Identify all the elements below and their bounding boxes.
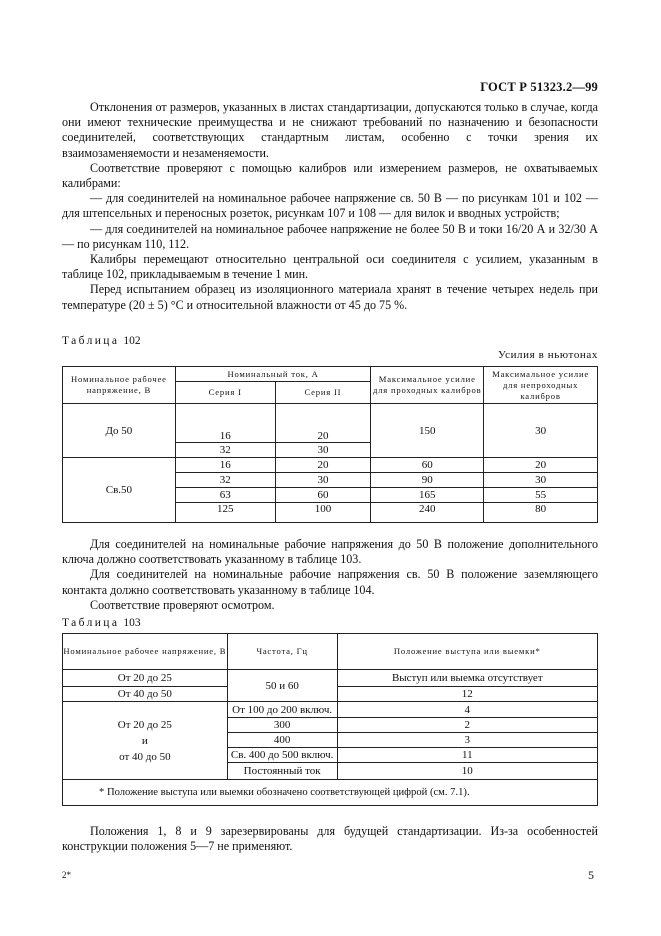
cell: 150 [371, 404, 484, 458]
cell: 100 [275, 503, 371, 523]
cell-position: 10 [337, 763, 597, 780]
cell: 63 [175, 488, 275, 503]
header-current: Номинальный ток, А [175, 367, 371, 382]
paragraph: — для соединителей на номинальное рабочее напряжение св. 50 В — по рисункам 101 и 102 — для штепсельных и переносных розеток, рисункам 107 и 108 — для вилок и вводных устройств; [62, 191, 598, 221]
cell-voltage: От 20 до 25 [63, 670, 228, 687]
header-frequency: Частота, Гц [227, 634, 337, 670]
cell: 20 [484, 458, 598, 473]
header-series-2: Серия II [275, 382, 371, 404]
header-series-1: Серия I [175, 382, 275, 404]
cell: 20 [275, 404, 371, 443]
cell-voltage: Св.50 [63, 458, 176, 523]
cell: 30 [484, 404, 598, 458]
table-number: 102 [123, 335, 141, 347]
closing-text [62, 824, 598, 854]
table-103 [62, 633, 598, 806]
paragraph: Для соединителей на номинальные рабочие напряжения св. 50 В положение заземляющего контакта должно соответствовать указанному в таблице 104. [62, 567, 598, 597]
table-102-units: Усилия в ньютонах [498, 349, 598, 361]
header-voltage: Номинальное рабочее напряжение, В [63, 634, 228, 670]
cell: 32 [175, 443, 275, 458]
cell-position: 2 [337, 718, 597, 733]
header-force-pass: Максимальное усилие для проходных калибров [371, 367, 484, 404]
header-position: Положение выступа или выемки* [337, 634, 597, 670]
table-102 [62, 366, 598, 523]
header-force-nopass: Максимальное усилие для непроходных калибров [484, 367, 598, 404]
paragraph: Перед испытанием образец из изоляционного материала хранят в течение четырех недель при температуре (20 ± 5) °С и относительной влажности от 45 до 75 %. [62, 282, 598, 312]
cell-frequency: От 100 до 200 включ. [227, 702, 337, 718]
table-102-caption [62, 335, 141, 347]
cell-frequency: Постоянный ток [227, 763, 337, 780]
cell: 32 [175, 473, 275, 488]
table-103-caption [62, 617, 141, 629]
cell-position: 4 [337, 702, 597, 718]
paragraph: Соответствие проверяют с помощью калибров или измерением размеров, не охватываемых калибрами: [62, 160, 598, 191]
cell: 240 [371, 503, 484, 523]
cell-frequency: 50 и 60 [227, 670, 337, 702]
paragraph: Отклонения от размеров, указанных в листах стандартизации, допускаются только в случае, когда они имеют технические преимущества и не снижают требований по назначению и безопасности соединителей, соответствующих стандартным листам, особенно с точки зрения их взаимозаменяемости и незаменяемости. [62, 100, 598, 160]
cell-position: 11 [337, 748, 597, 763]
cell: 30 [275, 473, 371, 488]
voltage-line: от 40 до 50 [119, 750, 171, 763]
voltage-line: От 20 до 25 [117, 718, 172, 731]
cell-voltage: От 40 до 50 [63, 687, 228, 702]
cell-position: 3 [337, 733, 597, 748]
cell-position: Выступ или выемка отсутствует [337, 670, 597, 687]
cell: 125 [175, 503, 275, 523]
cell-voltage-group [63, 702, 228, 780]
cell-frequency: 400 [227, 733, 337, 748]
paragraph: Соответствие проверяют осмотром. [90, 597, 275, 612]
header-voltage: Номинальное рабочее напряжение, В [63, 367, 176, 404]
middle-text [62, 537, 598, 613]
cell: 60 [371, 458, 484, 473]
paragraph: Калибры перемещают относительно центральной оси соединителя с усилием, указанным в таблице 102, прикладываемым в течение 1 мин. [62, 252, 598, 282]
cell-voltage: До 50 [63, 404, 176, 458]
cell: 165 [371, 488, 484, 503]
cell: 16 [175, 458, 275, 473]
paragraph: Положения 1, 8 и 9 зарезервированы для будущей стандартизации. Из-за особенностей конструкции положения 5—7 не применяют. [62, 824, 598, 854]
paragraph: Для соединителей на номинальные рабочие напряжения до 50 В положение дополнительного ключа должно соответствовать указанному в таблице 103. [62, 537, 598, 567]
table-label: Таблица [62, 617, 120, 629]
table-footnote: * Положение выступа или выемки обозначено соответствующей цифрой (см. 7.1). [63, 780, 598, 806]
cell: 30 [275, 443, 371, 458]
cell: 55 [484, 488, 598, 503]
voltage-line: и [141, 734, 148, 747]
table-label: Таблица [62, 335, 120, 347]
page-number: 5 [588, 868, 594, 882]
footer-sheet-mark: 2* [62, 870, 71, 880]
cell-frequency: Св. 400 до 500 включ. [227, 748, 337, 763]
cell: 80 [484, 503, 598, 523]
intro-text [62, 100, 598, 313]
cell: 90 [371, 473, 484, 488]
document-code: ГОСТ Р 51323.2—99 [480, 80, 598, 94]
table-number: 103 [123, 617, 141, 629]
cell-frequency: 300 [227, 718, 337, 733]
cell-position: 12 [337, 687, 597, 702]
cell: 16 [175, 404, 275, 443]
cell: 60 [275, 488, 371, 503]
cell: 20 [275, 458, 371, 473]
cell: 30 [484, 473, 598, 488]
paragraph: — для соединителей на номинальное рабочее напряжение не более 50 В и токи 16/20 А и 32/30 А — по рисункам 110, 112. [62, 221, 598, 251]
